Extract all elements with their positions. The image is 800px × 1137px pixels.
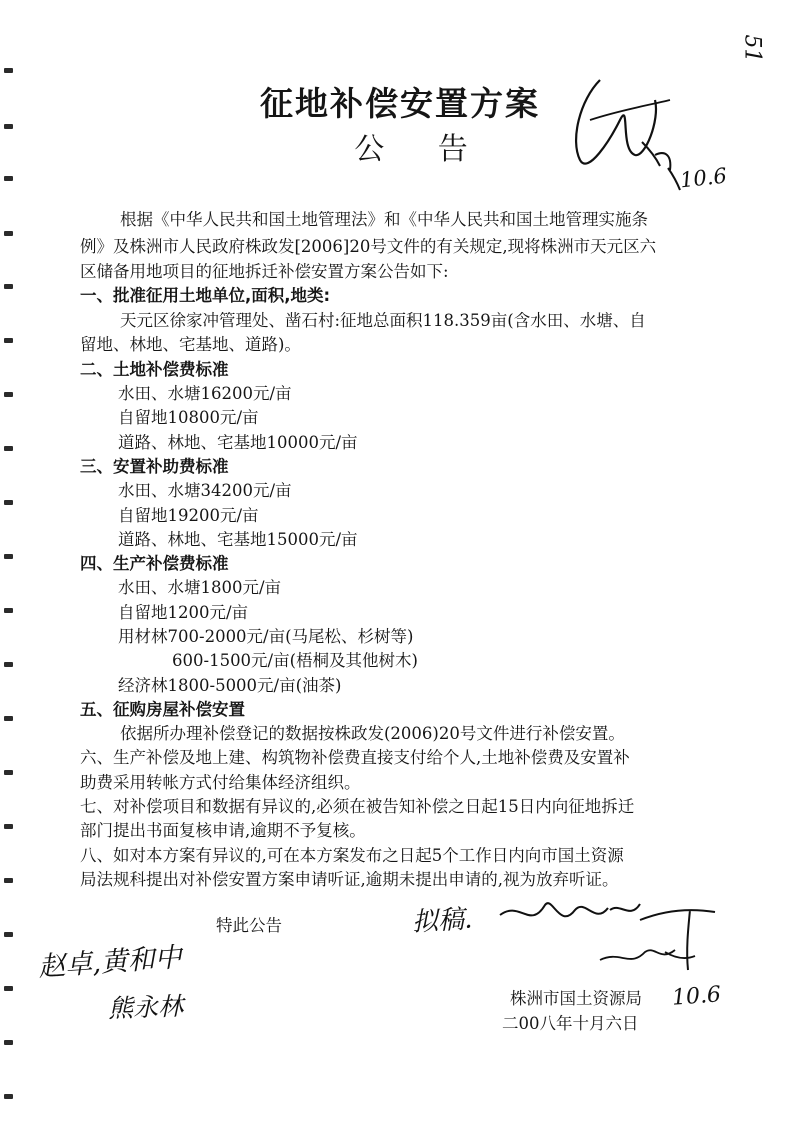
handwritten-date: 10.6: [671, 982, 722, 1011]
binding-mark: [4, 770, 13, 775]
left-signature-2: 熊永林: [107, 991, 184, 1024]
closing-text: 特此公告: [216, 916, 282, 935]
binding-mark: [4, 878, 13, 883]
section-5-line: 依据所办理补偿登记的数据按株政发(2006)20号文件进行补偿安置。: [120, 724, 625, 743]
approval-date: 10.6: [678, 163, 728, 193]
section-2-heading: 二、土地补偿费标准: [80, 360, 229, 379]
section-2-line: 道路、林地、宅基地10000元/亩: [118, 433, 358, 452]
section-4-line: 600-1500元/亩(梧桐及其他树木): [172, 651, 418, 670]
binding-mark: [4, 932, 13, 937]
section-3-line: 水田、水塘34200元/亩: [118, 481, 292, 500]
issue-date: 二00八年十月六日: [502, 1014, 639, 1033]
reviewer-signatures: [490, 890, 720, 980]
section-4-line: 自留地1200元/亩: [118, 603, 249, 622]
issuer-name: 株洲市国土资源局: [510, 989, 642, 1008]
binding-mark: [4, 284, 13, 289]
drafter-signature: 拟稿.: [411, 904, 474, 938]
section-7-line: 七、对补偿项目和数据有异议的,必须在被告知补偿之日起15日内向征地拆迁: [80, 797, 635, 816]
section-4-line: 经济林1800-5000元/亩(油茶): [118, 676, 342, 695]
binding-mark: [4, 176, 13, 181]
section-3-heading: 三、安置补助费标准: [80, 457, 229, 476]
binding-mark: [4, 338, 13, 343]
section-2-line: 自留地10800元/亩: [118, 408, 259, 427]
binding-mark: [4, 608, 13, 613]
binding-mark: [4, 824, 13, 829]
binding-mark: [4, 1040, 13, 1045]
section-6-line: 六、生产补偿及地上建、构筑物补偿费直接支付给个人,土地补偿费及安置补: [80, 748, 630, 767]
intro-line-2: 例》及株洲市人民政府株政发[2006]20号文件的有关规定,现将株洲市天元区六: [80, 237, 657, 256]
binding-mark: [4, 716, 13, 721]
binding-mark: [4, 68, 13, 73]
binding-mark: [4, 446, 13, 451]
binding-mark: [4, 392, 13, 397]
left-signature-1: 赵卓,黄和中: [37, 942, 183, 983]
page-mark: 51: [739, 34, 765, 63]
section-1-line: 天元区徐家冲管理处、凿石村:征地总面积118.359亩(含水田、水塘、自: [120, 311, 646, 330]
section-8-line: 八、如对本方案有异议的,可在本方案发布之日起5个工作日内向市国土资源: [80, 846, 624, 865]
binding-mark: [4, 662, 13, 667]
intro-line-1: 根据《中华人民共和国土地管理法》和《中华人民共和国土地管理实施条: [120, 210, 648, 229]
binding-mark: [4, 1094, 13, 1099]
section-1-heading: 一、批准征用土地单位,面积,地类:: [80, 286, 331, 305]
document-title: 征地补偿安置方案: [260, 84, 540, 123]
section-3-line: 自留地19200元/亩: [118, 506, 259, 525]
binding-mark: [4, 231, 13, 236]
section-6-line: 助费采用转帐方式付给集体经济组织。: [80, 773, 361, 792]
section-7-line: 部门提出书面复核申请,逾期不予复核。: [80, 821, 366, 840]
section-5-heading: 五、征购房屋补偿安置: [80, 700, 245, 719]
binding-mark: [4, 986, 13, 991]
section-3-line: 道路、林地、宅基地15000元/亩: [118, 530, 358, 549]
section-4-heading: 四、生产补偿费标准: [80, 554, 229, 573]
section-1-line: 留地、林地、宅基地、道路)。: [80, 335, 301, 354]
section-4-line: 用材林700-2000元/亩(马尾松、杉树等): [118, 627, 414, 646]
binding-mark: [4, 500, 13, 505]
section-4-line: 水田、水塘1800元/亩: [118, 578, 282, 597]
binding-mark: [4, 554, 13, 559]
intro-line-3: 区储备用地项目的征地拆迁补偿安置方案公告如下:: [80, 262, 449, 281]
section-8-line: 局法规科提出对补偿安置方案申请听证,逾期未提出申请的,视为放弃听证。: [80, 870, 619, 889]
document-subtitle: 公 告: [354, 132, 490, 167]
approval-signature: [560, 60, 760, 210]
section-2-line: 水田、水塘16200元/亩: [118, 384, 292, 403]
